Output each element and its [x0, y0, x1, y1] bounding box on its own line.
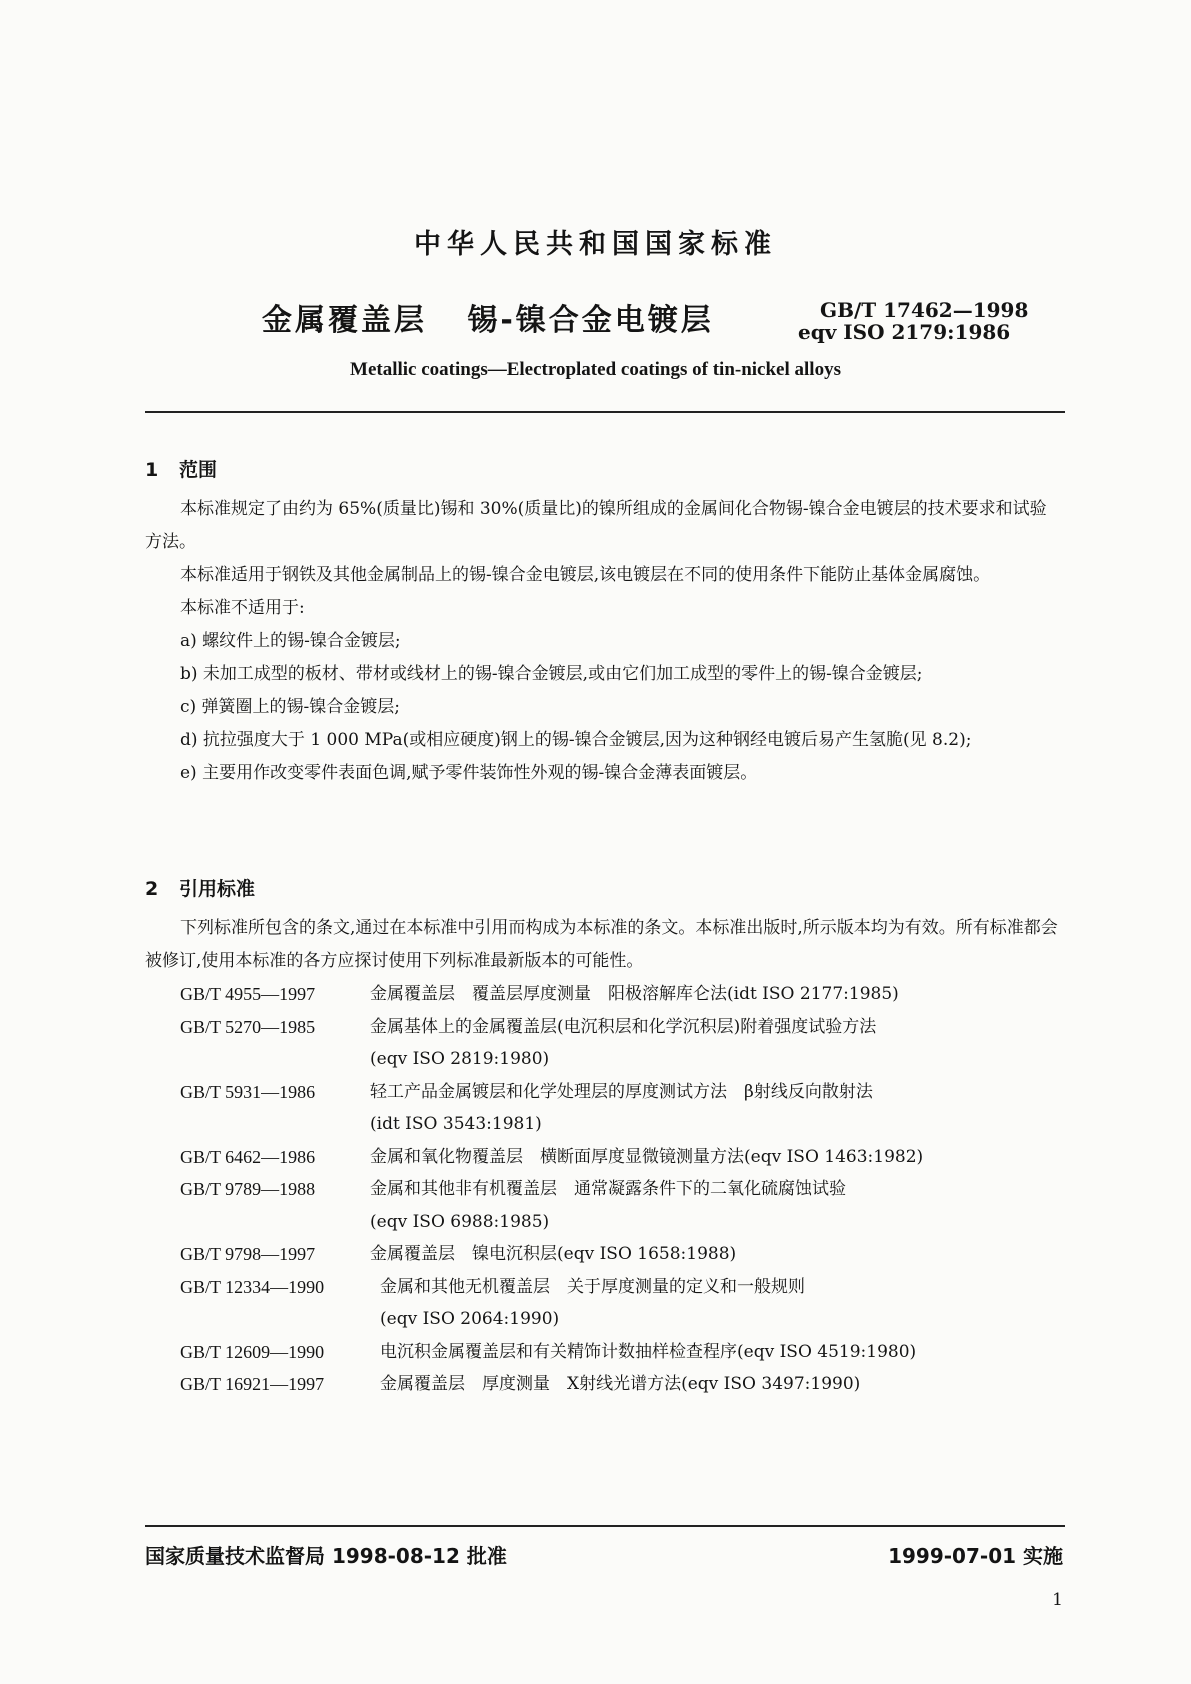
reference-title: 金属覆盖层 覆盖层厚度测量 阳极溶解库仑法(idt ISO 2177:1985) — [370, 984, 899, 1004]
reference-code: GB/T 9789—1988 — [180, 1179, 316, 1199]
equivalent-iso-code: eqv ISO 2179:1986 — [798, 320, 1011, 344]
exclusion-item-a: a) 螺纹件上的锡-镍合金镀层; — [180, 631, 401, 651]
reference-title: 轻工产品金属镀层和化学处理层的厚度测试方法 β射线反向散射法 — [370, 1081, 873, 1102]
reference-title: 金属覆盖层 镍电沉积层(eqv ISO 1658:1988) — [370, 1244, 737, 1264]
reference-item — [180, 1368, 1080, 1401]
reference-iso-equivalent: (eqv ISO 2819:1980) — [370, 1049, 550, 1069]
reference-list — [180, 978, 1080, 1401]
national-standard-title: 中华人民共和国国家标准 — [414, 229, 777, 260]
reference-item — [180, 1336, 1080, 1369]
reference-code: GB/T 12334—1990 — [180, 1276, 325, 1297]
reference-item — [180, 1173, 1080, 1206]
section-1-title: 范围 — [179, 459, 218, 481]
section-2-number: 2 — [145, 878, 159, 900]
section-2-title: 引用标准 — [179, 878, 256, 900]
page-number: 1 — [1052, 1590, 1063, 1610]
reference-item — [180, 1076, 1080, 1109]
standard-code: GB/T 17462—1998 — [820, 298, 1029, 322]
scope-paragraph-3: 本标准不适用于: — [180, 598, 305, 618]
english-title: Metallic coatings—Electroplated coatings of tin-nickel alloys — [350, 359, 841, 380]
reference-title: 金属基体上的金属覆盖层(电沉积层和化学沉积层)附着强度试验方法 — [370, 1016, 877, 1037]
exclusion-item-e: e) 主要用作改变零件表面色调,赋予零件装饰性外观的锡-镍合金薄表面镀层。 — [180, 763, 758, 783]
implementation-date: 1999-07-01 实施 — [888, 1544, 1063, 1568]
reference-item — [180, 1141, 1080, 1174]
reference-code: GB/T 9798—1997 — [180, 1244, 316, 1264]
section-1-body — [145, 493, 1063, 790]
section-1-number: 1 — [145, 459, 159, 481]
reference-item — [180, 978, 1080, 1011]
approval-line: 国家质量技术监督局 1998-08-12 批准 — [145, 1544, 507, 1568]
reference-code: GB/T 5270—1985 — [180, 1016, 316, 1037]
reference-code: GB/T 16921—1997 — [180, 1374, 325, 1394]
scope-paragraph-2: 本标准适用于钢铁及其他金属制品上的锡-镍合金电镀层,该电镀层在不同的使用条件下能防止基体金属腐蚀。 — [180, 565, 991, 585]
standard-title — [262, 295, 714, 339]
reference-item — [180, 1271, 1080, 1304]
section-1-heading — [145, 455, 217, 482]
reference-code: GB/T 4955—1997 — [180, 984, 316, 1004]
reference-iso-equivalent: (eqv ISO 2064:1990) — [380, 1309, 560, 1329]
standard-code-block — [798, 298, 1029, 344]
reference-iso-equivalent: (eqv ISO 6988:1985) — [370, 1211, 550, 1232]
standard-title-part1: 金属覆盖层 — [262, 303, 427, 338]
reference-title: 金属和其他非有机覆盖层 通常凝露条件下的二氧化硫腐蚀试验 — [370, 1179, 846, 1199]
reference-title: 金属覆盖层 厚度测量 X射线光谱方法(eqv ISO 3497:1990) — [380, 1374, 861, 1394]
references-intro: 下列标准所包含的条文,通过在本标准中引用而构成为本标准的条文。本标准出版时,所示版本均为有效。所有标准都会被修订,使用本标准的各方应探讨使用下列标准最新版本的可能性。 — [145, 918, 1058, 971]
footer-divider — [145, 1525, 1065, 1527]
reference-item — [180, 1238, 1080, 1271]
reference-code: GB/T 5931—1986 — [180, 1081, 316, 1102]
header-divider — [145, 411, 1065, 413]
exclusion-item-d: d) 抗拉强度大于 1 000 MPa(或相应硬度)钢上的锡-镍合金镀层,因为这种钢经电镀后易产生氢脆(见 8.2); — [180, 730, 972, 750]
reference-code: GB/T 12609—1990 — [180, 1341, 325, 1362]
section-2-intro — [145, 912, 1063, 978]
reference-code: GB/T 6462—1986 — [180, 1146, 316, 1167]
reference-title: 金属和其他无机覆盖层 关于厚度测量的定义和一般规则 — [380, 1276, 805, 1297]
reference-item — [180, 1011, 1080, 1044]
reference-title: 金属和氧化物覆盖层 横断面厚度显微镜测量方法(eqv ISO 1463:1982) — [370, 1146, 924, 1167]
section-2-heading — [145, 874, 255, 901]
standard-title-part2: 锡-镍合金电镀层 — [467, 303, 714, 338]
scope-paragraph-1: 本标准规定了由约为 65%(质量比)锡和 30%(质量比)的镍所组成的金属间化合物锡-镍合金电镀层的技术要求和试验方法。 — [145, 499, 1047, 552]
reference-title: 电沉积金属覆盖层和有关精饰计数抽样检查程序(eqv ISO 4519:1980) — [380, 1341, 917, 1362]
exclusion-item-b: b) 未加工成型的板材、带材或线材上的锡-镍合金镀层,或由它们加工成型的零件上的锡-镍合金镀层; — [180, 664, 923, 684]
exclusion-item-c: c) 弹簧圈上的锡-镍合金镀层; — [180, 697, 401, 717]
reference-iso-equivalent: (idt ISO 3543:1981) — [370, 1114, 542, 1134]
